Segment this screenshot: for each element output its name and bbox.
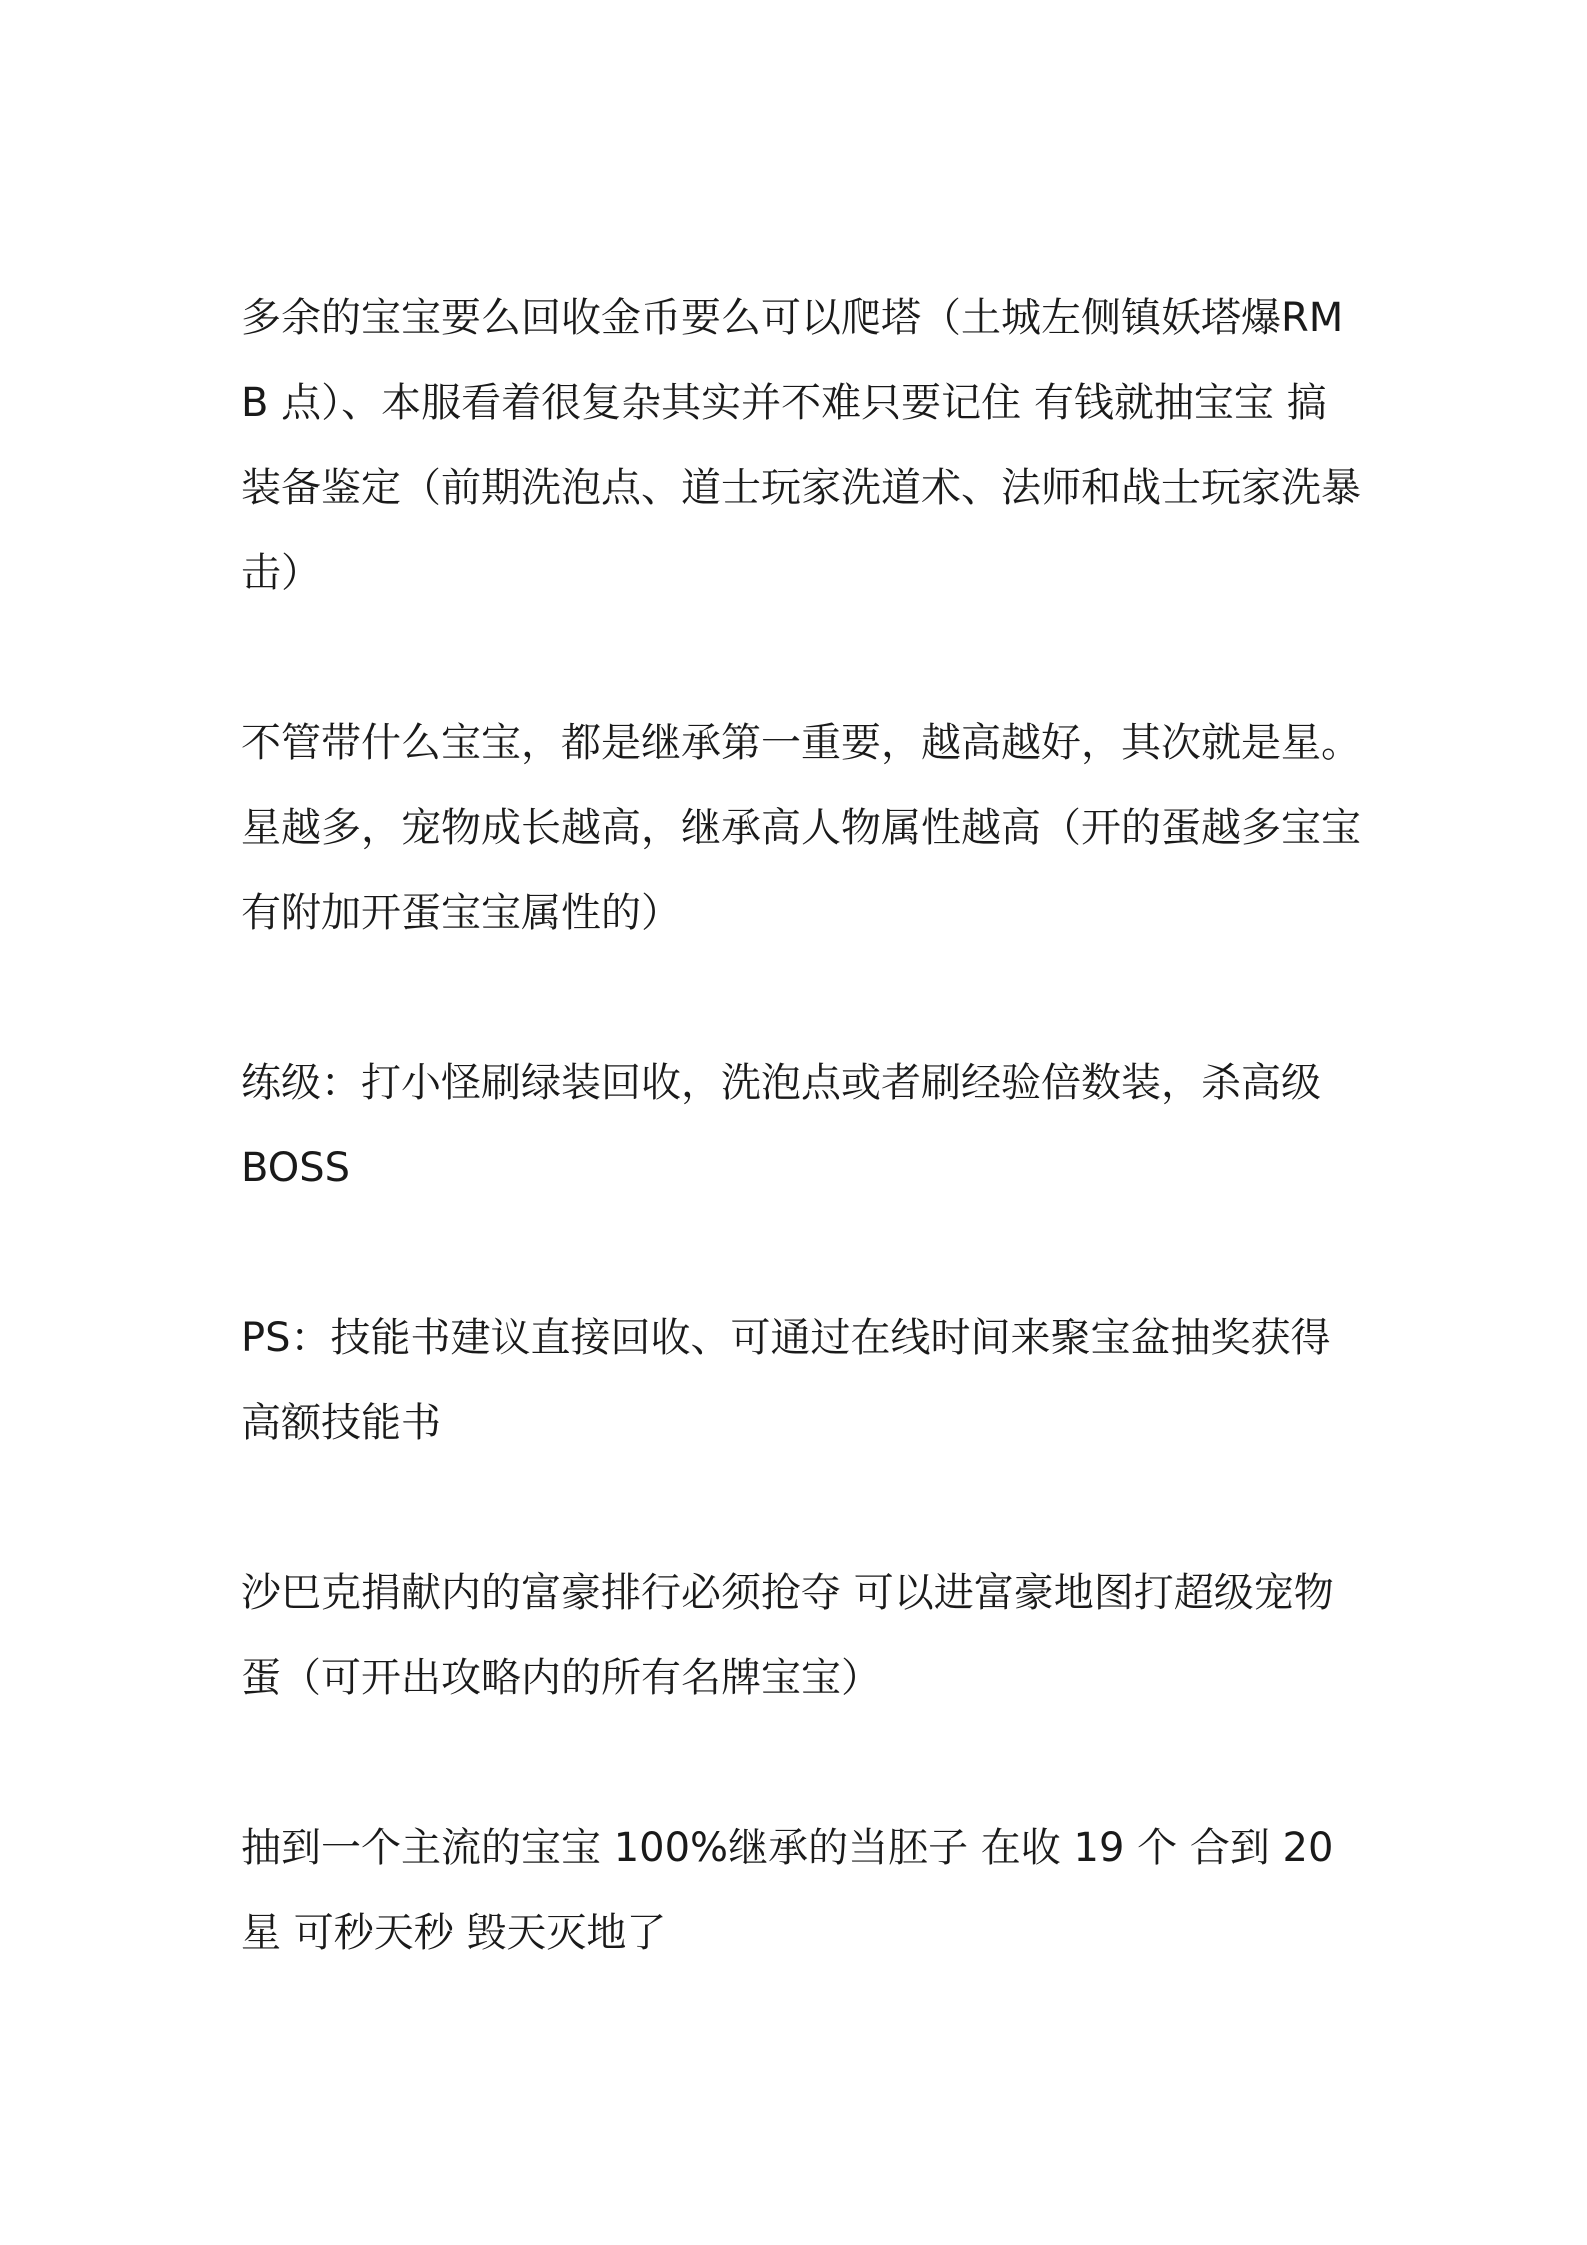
paragraph-skill-books: PS：技能书建议直接回收、可通过在线时间来聚宝盆抽奖获得高额技能书 (241, 1315, 1331, 1446)
paragraph-shabak-ranking: 沙巴克捐献内的富豪排行必须抢夺 可以进富豪地图打超级宠物蛋（可开出攻略内的所有名牌宝宝） (241, 1570, 1334, 1701)
paragraph-inheritance-stars: 不管带什么宝宝，都是继承第一重要，越高越好，其次就是星。星越多，宠物成长越高，继承高人物属性越高（开的蛋越多宝宝有附加开蛋宝宝属性的） (241, 720, 1361, 936)
document-body (241, 276, 1361, 1976)
paragraph-baby-recycling-tips: 多余的宝宝要么回收金币要么可以爬塔（土城左侧镇妖塔爆RMB 点）、本服看着很复杂其实并不难只要记住 有钱就抽宝宝 搞装备鉴定（前期洗泡点、道士玩家洗道术、法师和战士玩家洗暴击） (241, 295, 1361, 596)
paragraph-mainstream-baby: 抽到一个主流的宝宝 100%继承的当胚子 在收 19 个 合到 20 星 可秒天秒 毁天灭地了 (241, 1825, 1334, 1956)
paragraph-leveling: 练级：打小怪刷绿装回收，洗泡点或者刷经验倍数装，杀高级 BOSS (241, 1060, 1321, 1191)
